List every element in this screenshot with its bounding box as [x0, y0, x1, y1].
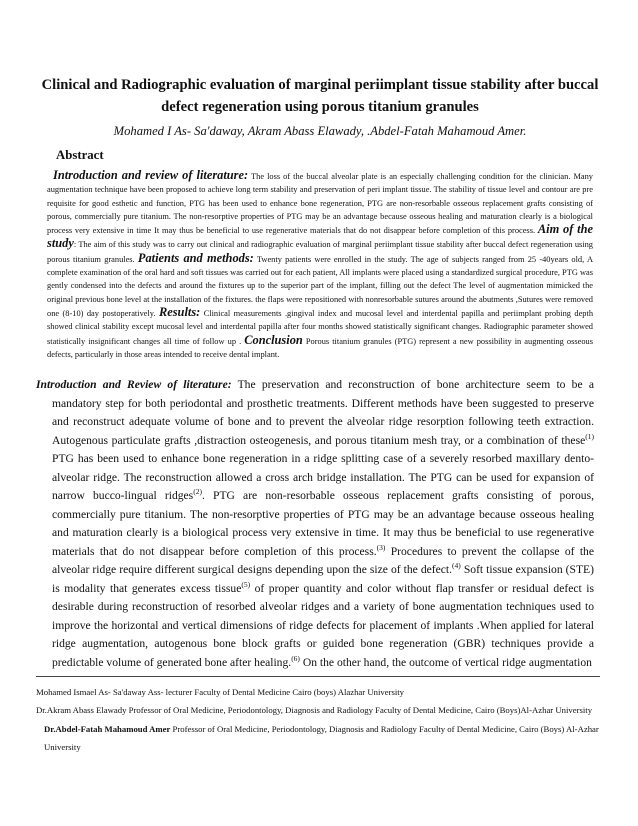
footnote-author-3-name: Dr.Abdel-Fatah Mahamoud Amer	[44, 723, 171, 734]
introduction-text: On the other hand, the outcome of vertical ridge augmentation	[299, 655, 592, 669]
abstract-conclusion-text: Porous titanium granules (PTG) represent a new possibility in augmenting osseous defects, particularly in those areas intended to receive dental implant.	[47, 336, 593, 359]
abstract-intro-text: The loss of the buccal alveolar plate is an especially challenging condition for the clinician. Many augmentation technique have been proposed to achieve long term stability and preservation of peri implant tissue. The stability of tissue level and contour are pre requisite for good esthetic and function, PTG has been used to enhance bone regeneration, PTG are non-resorbable osseous replacement grafts consisting of porous, commercially pure titanium. The non-resorptive properties of PTG may be an advantage because osseous healing and maturation clearly is a biological process very extensive in time It may thus be beneficial to use regenerative materials that do not disappear before completion of this process.	[47, 172, 593, 236]
footnote-author-3-text: Professor of Oral Medicine, Periodontology, Diagnosis and Radiology Faculty of Dental Medicine, Cairo (Boys) Al-Azhar University	[44, 723, 599, 752]
introduction-text: of proper quantity and color without flap transfer or residual defect is desirable during reconstruction of resorbed alveolar ridges and a variety of bone augmentation techniques used to improve the horizontal and vertical dimensions of ridge defects for placement of implants .When applied for lateral ridge augmentation, autogenous bone block grafts or guided bone regeneration (GBR) techniques provide a predictable volume of generated bone after healing.	[52, 581, 594, 669]
abstract-conclusion-heading: Conclusion	[244, 332, 303, 347]
abstract-paragraph	[47, 169, 593, 361]
citation-ref: (1)	[585, 431, 594, 441]
citation-ref: (4)	[452, 561, 461, 571]
author-list: Mohamed I As- Sa'daway, Akram Abass Elawady, .Abdel-Fatah Mahamoud Amer.	[113, 124, 527, 138]
introduction-text: . PTG are non-resorbable osseous replacement grafts consisting of porous, commercially pure titanium. The non-resorptive properties of PTG may be an advantage because osseous healing and maturation clearly is a biological process very extensive in time. It may thus be beneficial to use regenerative materials that do not disappear before completion of this process.	[52, 489, 594, 558]
abstract-patients-heading: Patients and methods:	[137, 250, 254, 265]
introduction-text: The preservation and reconstruction of bone architecture seem to be a mandatory step for both periodontal and prosthetic treatments. Different methods have been suggested to preserve and reconstruct adequate volume of bone and to prevent the alveolar ridge resorption following teeth extraction. Autogenous particulate grafts ,distraction osteogenesis, and porous titanium mesh tray, or a combination of these	[52, 378, 594, 447]
abstract-patients-text: Twenty patients were enrolled in the study. The age of subjects ranged from 25 -40years old, A complete examination of the oral hard and soft tissues was carried out for each patient, All implants were placed using a standardized surgical procedure, PTG was gently condensed into the defects and around the fixtures up to the superior part of the implant, filling out the defect The level of augmentation mimicked the original previous bone level at the installation of the fixtures. the flaps were repositioned with nonresorbable sutures around the abutments ,Sutures were removed one (8-10) day postoperatively.	[47, 254, 594, 318]
citation-ref: (5)	[241, 579, 251, 589]
footnote-author-1: Mohamed Ismael As- Sa'daway Ass- lecturer Faculty of Dental Medicine Cairo (boys) Alazhar University	[36, 687, 405, 697]
introduction-text: PTG has been used to enhance bone regeneration in a ridge splitting case of a severely resorbed maxillary dento-alveolar ridge. The reconstruction allowed a cross arch bridge installation. The PTG can be used for expansion of narrow bucco-lingual ridges	[52, 452, 594, 502]
author-affiliations-footnote	[36, 676, 600, 756]
abstract-results-heading: Results:	[158, 304, 201, 319]
abstract-results-text: Clinical measurements .gingival index and mucosal level and interdental papilla and periimplant probing depth showed clinical stability except mucosal level and interdental papilla after four months showed statistically significant changes. Radiographic parameter showed statistically insignificant changes all time of follow up .	[47, 308, 594, 346]
introduction-text: Soft tissue expansion (STE) is modality that generates excess tissue	[52, 563, 594, 595]
introduction-paragraph	[36, 376, 594, 672]
citation-ref: (3)	[376, 542, 386, 552]
abstract-aim-text: : The aim of this study was to carry out clinical and radiographic evaluation of marginal periimplant tissue stability after buccal defect regeneration using porous titanium granules.	[47, 240, 593, 264]
citation-ref: (6)	[291, 653, 300, 663]
paper-title: Clinical and Radiographic evaluation of marginal periimplant tissue stability after buccal defect regeneration using porous titanium granules	[41, 77, 599, 115]
abstract-heading: Abstract	[56, 148, 104, 162]
abstract-aim-heading: Aim of the study	[47, 222, 593, 251]
introduction-text: Procedures to prevent the collapse of the alveolar ridge require different surgical designs depending upon the size of the defect.	[52, 544, 594, 576]
abstract-intro-heading: Introduction and review of literature:	[53, 168, 249, 182]
citation-ref: (2)	[193, 487, 202, 497]
introduction-heading: Introduction and Review of literature:	[36, 378, 232, 391]
footnote-author-2: Dr.Akram Abass Elawady Professor of Oral Medicine, Periodontology, Diagnosis and Radiology Faculty of Dental Medicine, Cairo (Boys)Al-Azhar University	[36, 705, 593, 716]
footnote-author-3	[36, 720, 600, 757]
